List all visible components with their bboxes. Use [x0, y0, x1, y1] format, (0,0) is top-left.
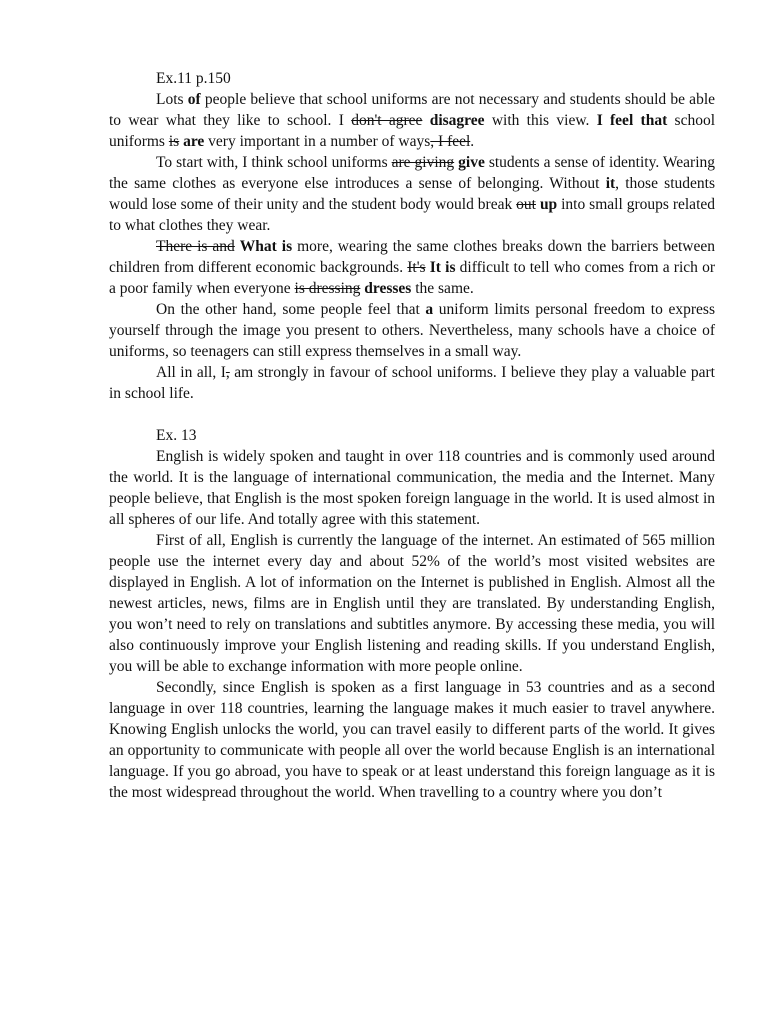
text-run [422, 112, 429, 129]
ex13-paragraph-3: Secondly, since English is spoken as a first language in 53 countries and as a second language in over 118 countries, learning the language makes it much easier to travel anywhere. Knowing English unlocks the world, you can travel easily to different parts of the world. It gives an opportunity to communicate with people all over the world because English is an international language. If you go abroad, you have to speak or at least understand this foreign language as it is the most widespread throughout the world. When travelling to a country where you don’t [109, 679, 715, 801]
struck-text: don't agree [351, 112, 423, 129]
bold-correction: disagree [429, 112, 485, 129]
bold-correction: I feel that [596, 112, 668, 129]
text-run: with this view. [484, 112, 597, 129]
text-run: All in all, I [156, 364, 226, 381]
text-run: To start with, I think school uniforms [156, 154, 392, 171]
text-run: school uniforms [109, 112, 716, 150]
struck-text: is [168, 133, 180, 150]
ex11-paragraph-3 [109, 236, 715, 299]
struck-text: is dressing [294, 280, 361, 297]
struck-text: , [225, 364, 230, 381]
struck-text: out [516, 196, 536, 213]
document-body [109, 68, 715, 803]
text-run: very important in a number of ways [204, 133, 431, 150]
bold-correction: give [458, 154, 485, 171]
text-run: students a sense of identity. Wearing the same clothes as everyone else introduces a sense of belonging. Without [109, 154, 716, 192]
ex11-paragraph-4 [109, 299, 715, 362]
ex11-paragraph-2 [109, 152, 715, 236]
struck-text: There is and [156, 238, 235, 255]
bold-correction: it [605, 175, 616, 192]
ex11-paragraph-5 [109, 362, 715, 404]
text-run: On the other hand, some people feel that [156, 301, 426, 318]
text-run: more, wearing the same clothes breaks down the barriers between children from different economic backgrounds. [109, 238, 716, 276]
text-run: into small groups related to what clothes they wear. [109, 196, 715, 234]
struck-text: , I feel [430, 133, 471, 150]
bold-correction: dresses [364, 280, 412, 297]
bold-correction: It is [429, 259, 456, 276]
ex13-paragraph-1: English is widely spoken and taught in over 118 countries and is commonly used around the world. It is the language of international communication, the media and the Internet. Many people believe, that English is the most spoken foreign language in the world. It is used almost in all spheres of our life. And totally agree with this statement. [109, 448, 715, 528]
section-gap [109, 404, 715, 425]
bold-correction: What is [239, 238, 293, 255]
struck-text: It's [407, 259, 426, 276]
bold-correction: up [539, 196, 558, 213]
text-run: difficult to tell who comes from a rich or a poor family when everyone [109, 259, 715, 297]
bold-correction: a [425, 301, 434, 318]
text-run: uniform limits personal freedom to express yourself through the image you present to others. Nevertheless, many schools have a choice of uniforms, so teenagers can still express themselves in a small way. [109, 301, 715, 360]
bold-correction: of [187, 91, 201, 108]
bold-correction: are [183, 133, 205, 150]
ex11-heading: Ex.11 p.150 [156, 70, 231, 87]
ex13-paragraph-2: First of all, English is currently the language of the internet. An estimated of 565 million people use the internet every day and about 52% of the world’s most visited websites are displayed in English. A lot of information on the Internet is published in English. Almost all the newest articles, news, films are in English until they are translated. By understanding English, you won’t need to rely on translations and subtitles anymore. By accessing these media, you will also continuously improve your English listening and reading skills. If you understand English, you will be able to exchange information with more people online. [109, 532, 715, 675]
text-run: Lots [156, 91, 188, 108]
text-run: , those students would lose some of their unity and the student body would break [109, 175, 715, 213]
text-run: . [470, 133, 475, 150]
text-run: the same. [411, 280, 474, 297]
ex13-heading: Ex. 13 [156, 427, 197, 444]
struck-text: are giving [391, 154, 455, 171]
text-run: am strongly in favour of school uniforms. I believe they play a valuable part in school life. [109, 364, 715, 402]
text-run: people believe that school uniforms are not necessary and students should be able to wear what they like to school. I [109, 91, 716, 129]
ex11-paragraph-1 [109, 89, 715, 152]
